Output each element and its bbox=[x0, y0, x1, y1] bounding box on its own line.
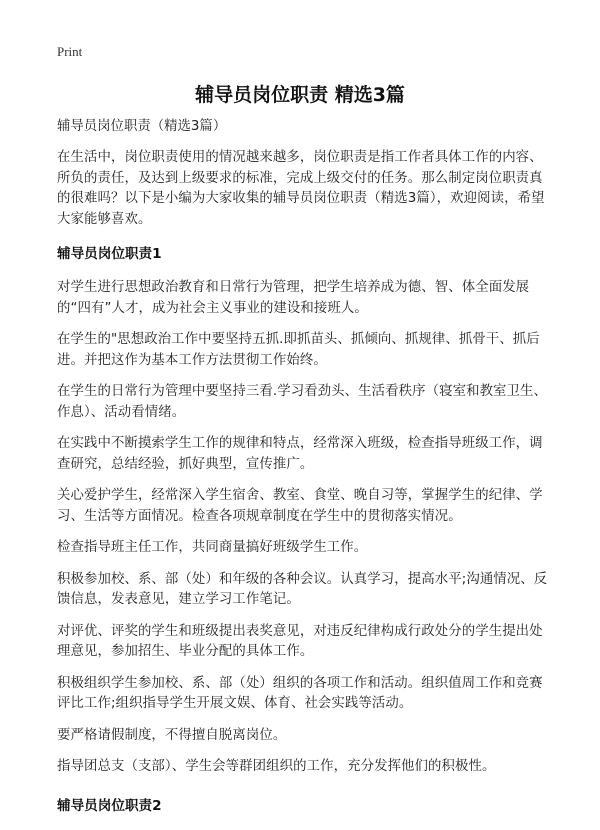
paragraph: 检查指导班主任工作，共同商量搞好班级学生工作。 bbox=[57, 540, 368, 555]
print-link[interactable]: Print bbox=[57, 44, 83, 59]
paragraph: 在学生的"思想政治工作中要坚持五抓.即抓苗头、抓倾向、抓规律、抓骨干、抓后进。并把这作为基本工作方法贯彻工作始终。 bbox=[57, 332, 540, 368]
paragraph: 对评优、评奖的学生和班级提出表奖意见，对违反纪律构成行政处分的学生提出处理意见，参加招生、毕业分配的具体工作。 bbox=[57, 623, 543, 659]
document-body bbox=[57, 116, 549, 830]
paragraph: 对学生进行思想政治教育和日常行为管理，把学生培养成为德、智、体全面发展的“四有”人才，成为社会主义事业的建设和接班人。 bbox=[57, 280, 530, 316]
intro-paragraph: 在生活中，岗位职责使用的情况越来越多，岗位职责是指工作者具体工作的内容、所负的责任，及达到上级要求的标准，完成上级交付的任务。那么制定岗位职责真的很难吗？以下是小编为大家收集的辅导员岗位职责（精选3篇），欢迎阅读，希望大家能够喜欢。 bbox=[57, 150, 545, 227]
paragraph: 在学生的日常行为管理中要坚持三看.学习看劲头、生活看秩序（寝室和教室卫生、作息）、活动看情绪。 bbox=[57, 384, 548, 420]
paragraph: 要严格请假制度，不得擅自脱离岗位。 bbox=[57, 727, 287, 743]
paragraph: 在实践中不断摸索学生工作的规律和特点，经常深入班级，检查指导班级工作，调查研究，总结经验，抓好典型，宣传推广。 bbox=[57, 436, 543, 472]
section-heading-1: 辅导员岗位职责1 bbox=[57, 246, 162, 262]
paragraph: 关心爱护学生，经常深入学生宿舍、教室、食堂、晚自习等，掌握学生的纪律、学习、生活等方面情况。检查各项规章制度在学生中的贯彻落实情况。 bbox=[57, 488, 543, 524]
document-subtitle: 辅导员岗位职责（精选3篇） bbox=[57, 119, 227, 134]
paragraph: 指导团总支（支部）、学生会等群团组织的工作，充分发挥他们的积极性。 bbox=[57, 759, 496, 774]
section-heading-2: 辅导员岗位职责2 bbox=[57, 797, 162, 814]
document-title: 辅导员岗位职责 精选3篇 bbox=[195, 84, 405, 106]
paragraph: 积极组织学生参加校、系、部（处）组织的各项工作和活动。组织值周工作和竞赛评比工作;组织指导学生开展文娱、体育、社会实践等活动。 bbox=[57, 675, 543, 711]
paragraph: 积极参加校、系、部（处）和年级的各种会议。认真学习，提高水平;沟通情况、反馈信息，发表意见，建立学习工作笔记。 bbox=[57, 571, 548, 607]
